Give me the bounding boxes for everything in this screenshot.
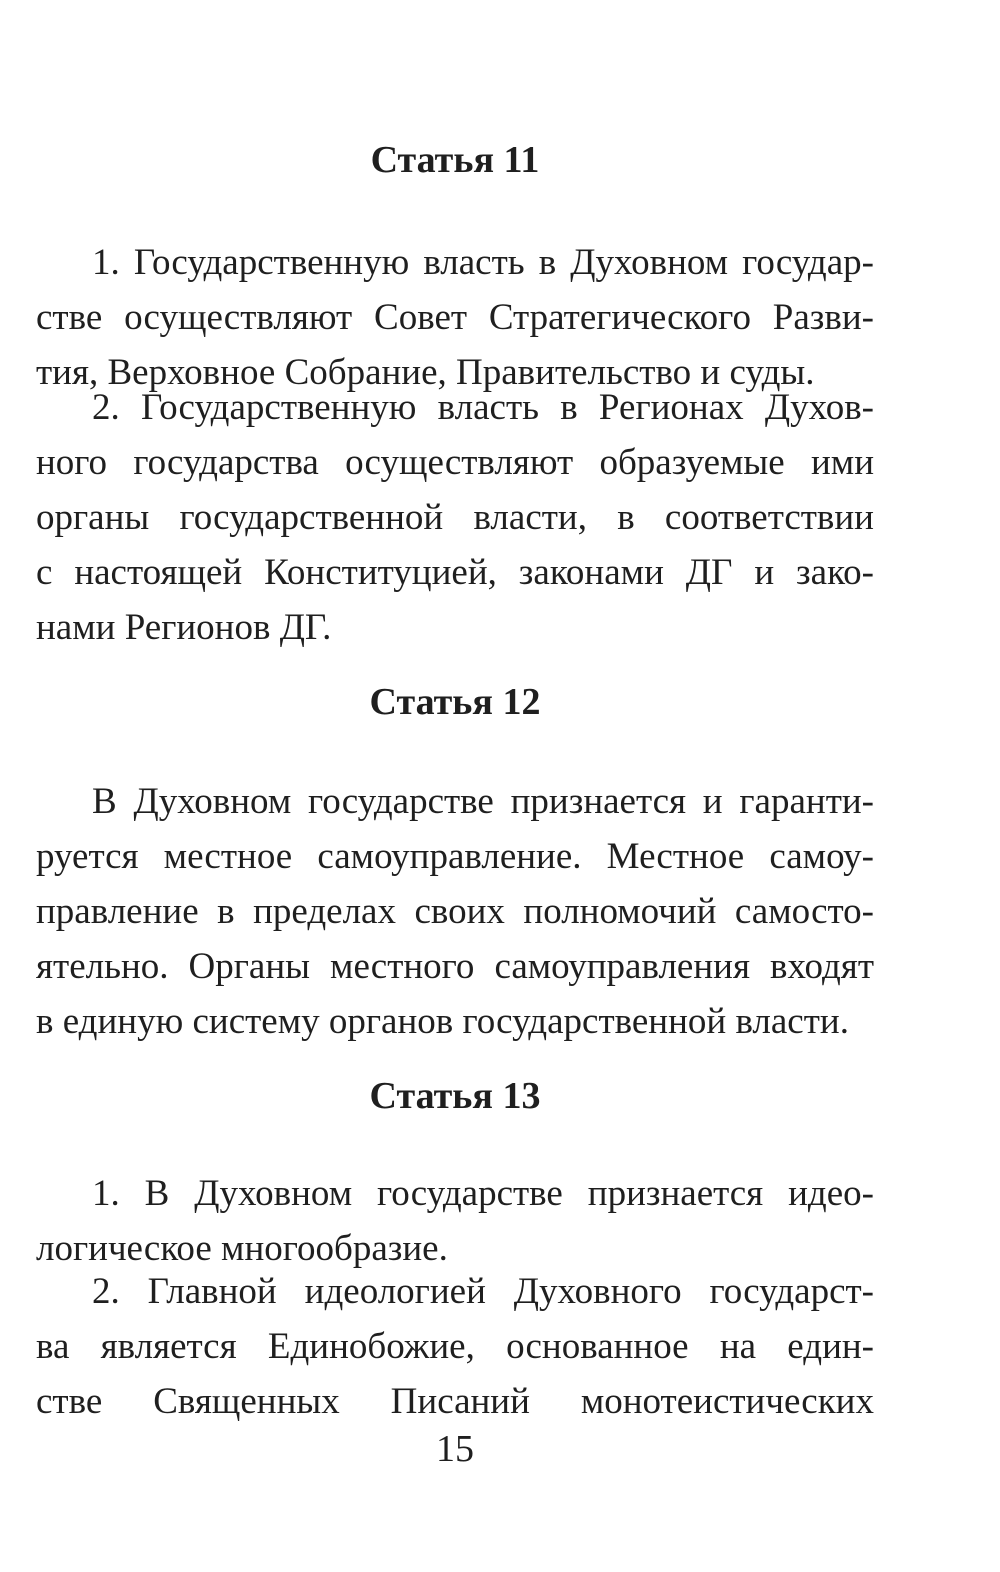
text-line: 2. Государственную власть в Регионах Духов- bbox=[92, 387, 874, 428]
text-line: руется местное самоуправление. Местное самоу- bbox=[36, 836, 874, 877]
article-13-paragraph-1 bbox=[36, 1166, 874, 1276]
text-line: тия, Верховное Собрание, Правительство и суды. bbox=[36, 352, 815, 393]
text-line: стве осуществляют Совет Стратегического Разви- bbox=[36, 297, 874, 338]
text-line: В Духовном государстве признается и гаранти- bbox=[92, 781, 874, 822]
text-line: 2. Главной идеологией Духовного государст- bbox=[92, 1271, 874, 1312]
text-line: стве Священных Писаний монотеистических bbox=[36, 1381, 874, 1422]
page-number: 15 bbox=[436, 1428, 474, 1470]
article-11-paragraph-1 bbox=[36, 235, 874, 400]
article-11-paragraph-2 bbox=[36, 380, 874, 655]
article-12-paragraph bbox=[36, 774, 874, 1049]
text-line: в единую систему органов государственной власти. bbox=[36, 1001, 849, 1042]
article-11-heading: Статья 11 bbox=[370, 139, 540, 181]
book-page bbox=[36, 0, 874, 1572]
text-line: 1. Государственную власть в Духовном государ- bbox=[92, 242, 874, 283]
text-line: нами Регионов ДГ. bbox=[36, 607, 332, 648]
text-line: правление в пределах своих полномочий самосто- bbox=[36, 891, 874, 932]
text-line: логическое многообразие. bbox=[36, 1228, 448, 1269]
text-line: 1. В Духовном государстве признается идео- bbox=[92, 1173, 874, 1214]
article-12-heading: Статья 12 bbox=[369, 681, 541, 723]
text-line: органы государственной власти, в соответствии bbox=[36, 497, 874, 538]
article-13-heading: Статья 13 bbox=[369, 1075, 541, 1117]
article-13-paragraph-2 bbox=[36, 1264, 874, 1429]
text-line: ятельно. Органы местного самоуправления входят bbox=[36, 946, 874, 987]
text-line: ва является Единобожие, основанное на един- bbox=[36, 1326, 874, 1367]
text-line: ного государства осуществляют образуемые ими bbox=[36, 442, 874, 483]
text-line: с настоящей Конституцией, законами ДГ и зако- bbox=[36, 552, 874, 593]
